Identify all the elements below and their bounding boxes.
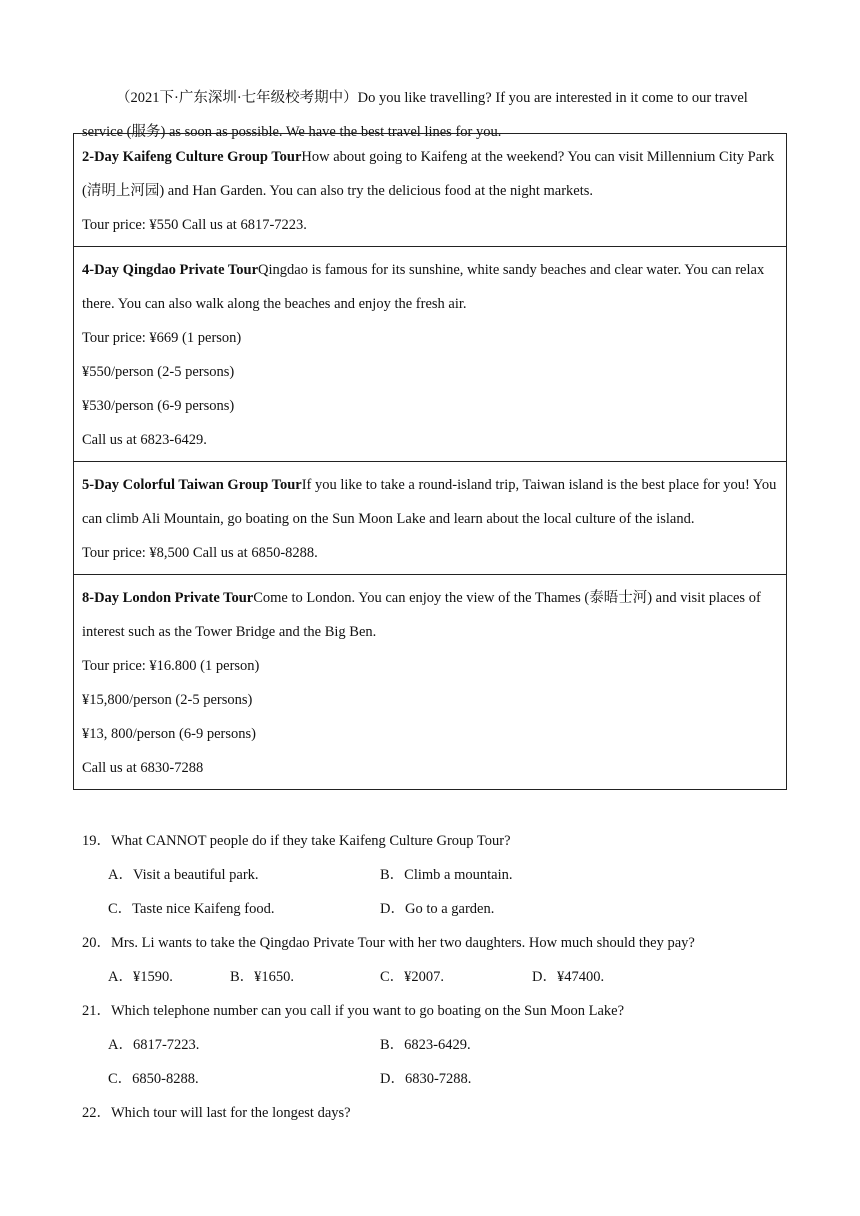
options-row xyxy=(82,960,792,994)
option-b[interactable]: B．Climb a mountain. xyxy=(380,867,513,883)
tour-detail: Tour price: ¥16.800 (1 person) xyxy=(82,658,260,674)
tour-name: 2-Day Kaifeng Culture Group Tour xyxy=(82,149,302,165)
option-a[interactable]: A．6817-7223. xyxy=(108,1037,200,1053)
tour-kaifeng xyxy=(74,134,786,247)
tour-description: Qingdao is famous for its sunshine, white sandy beaches and clear water. You can relax there. You can also walk along the beaches and enjoy the fresh air. xyxy=(82,262,765,312)
question-number: 21． xyxy=(82,1003,111,1019)
tour-detail: ¥550/person (2-5 persons) xyxy=(82,364,235,380)
intro-text: Do you like travelling? If you are interested in it come to our travel service (服务) as soon as possible. We have the best travel lines for you. xyxy=(82,89,748,140)
tour-detail: Tour price: ¥550 Call us at 6817-7223. xyxy=(82,217,307,233)
option-c[interactable]: C．6850-8288. xyxy=(108,1071,199,1087)
options-row xyxy=(82,1062,792,1096)
tour-detail: ¥530/person (6-9 persons) xyxy=(82,398,235,414)
option-d[interactable]: D．6830-7288. xyxy=(380,1071,472,1087)
tour-name: 5-Day Colorful Taiwan Group Tour xyxy=(82,477,302,493)
option-c[interactable]: C．Taste nice Kaifeng food. xyxy=(108,901,275,917)
tour-detail: Call us at 6823-6429. xyxy=(82,432,207,448)
option-b[interactable]: B．¥1650. xyxy=(230,969,295,985)
question-text: Which telephone number can you call if you want to go boating on the Sun Moon Lake? xyxy=(111,1003,625,1019)
option-a[interactable]: A．¥1590. xyxy=(108,969,173,985)
tour-taiwan xyxy=(74,462,786,575)
question-text: Mrs. Li wants to take the Qingdao Private Tour with her two daughters. How much should they pay? xyxy=(111,935,695,951)
question-20 xyxy=(82,926,792,960)
tour-name: 8-Day London Private Tour xyxy=(82,590,254,606)
option-c[interactable]: C．¥2007. xyxy=(380,969,445,985)
question-list xyxy=(82,824,792,1130)
option-b[interactable]: B．6823-6429. xyxy=(380,1037,471,1053)
question-source: （2021下·广东深圳·七年级校考期中） xyxy=(116,89,358,106)
tour-table xyxy=(73,133,787,790)
question-21 xyxy=(82,994,792,1028)
option-d[interactable]: D．Go to a garden. xyxy=(380,901,495,917)
question-text: What CANNOT people do if they take Kaifeng Culture Group Tour? xyxy=(111,833,511,849)
options-row xyxy=(82,1028,792,1062)
question-number: 20． xyxy=(82,935,111,951)
tour-description: Come to London. You can enjoy the view of the Thames (泰晤士河) and visit places of interest such as the Tower Bridge and the Big Ben. xyxy=(82,590,761,640)
tour-detail: Tour price: ¥8,500 Call us at 6850-8288. xyxy=(82,545,318,561)
question-19 xyxy=(82,824,792,858)
options-row xyxy=(82,858,792,892)
options-row xyxy=(82,892,792,926)
tour-name: 4-Day Qingdao Private Tour xyxy=(82,262,259,278)
question-number: 22． xyxy=(82,1105,111,1121)
question-number: 19． xyxy=(82,833,111,849)
option-d[interactable]: D．¥47400. xyxy=(532,969,605,985)
tour-detail: ¥15,800/person (2-5 persons) xyxy=(82,692,253,708)
tour-detail: Tour price: ¥669 (1 person) xyxy=(82,330,242,346)
tour-london xyxy=(74,575,786,789)
question-22 xyxy=(82,1096,792,1130)
question-text: Which tour will last for the longest days? xyxy=(111,1105,351,1121)
tour-description: How about going to Kaifeng at the weekend? You can visit Millennium City Park (清明上河园) and Han Garden. You can also try the delicious food at the night markets. xyxy=(82,149,775,199)
tour-detail: ¥13, 800/person (6-9 persons) xyxy=(82,726,256,742)
tour-detail: Call us at 6830-7288 xyxy=(82,760,204,776)
option-a[interactable]: A．Visit a beautiful park. xyxy=(108,867,259,883)
tour-description: If you like to take a round-island trip, Taiwan island is the best place for you! You can climb Ali Mountain, go boating on the Sun Moon Lake and learn about the local culture of the island. xyxy=(82,477,777,527)
tour-qingdao xyxy=(74,247,786,462)
